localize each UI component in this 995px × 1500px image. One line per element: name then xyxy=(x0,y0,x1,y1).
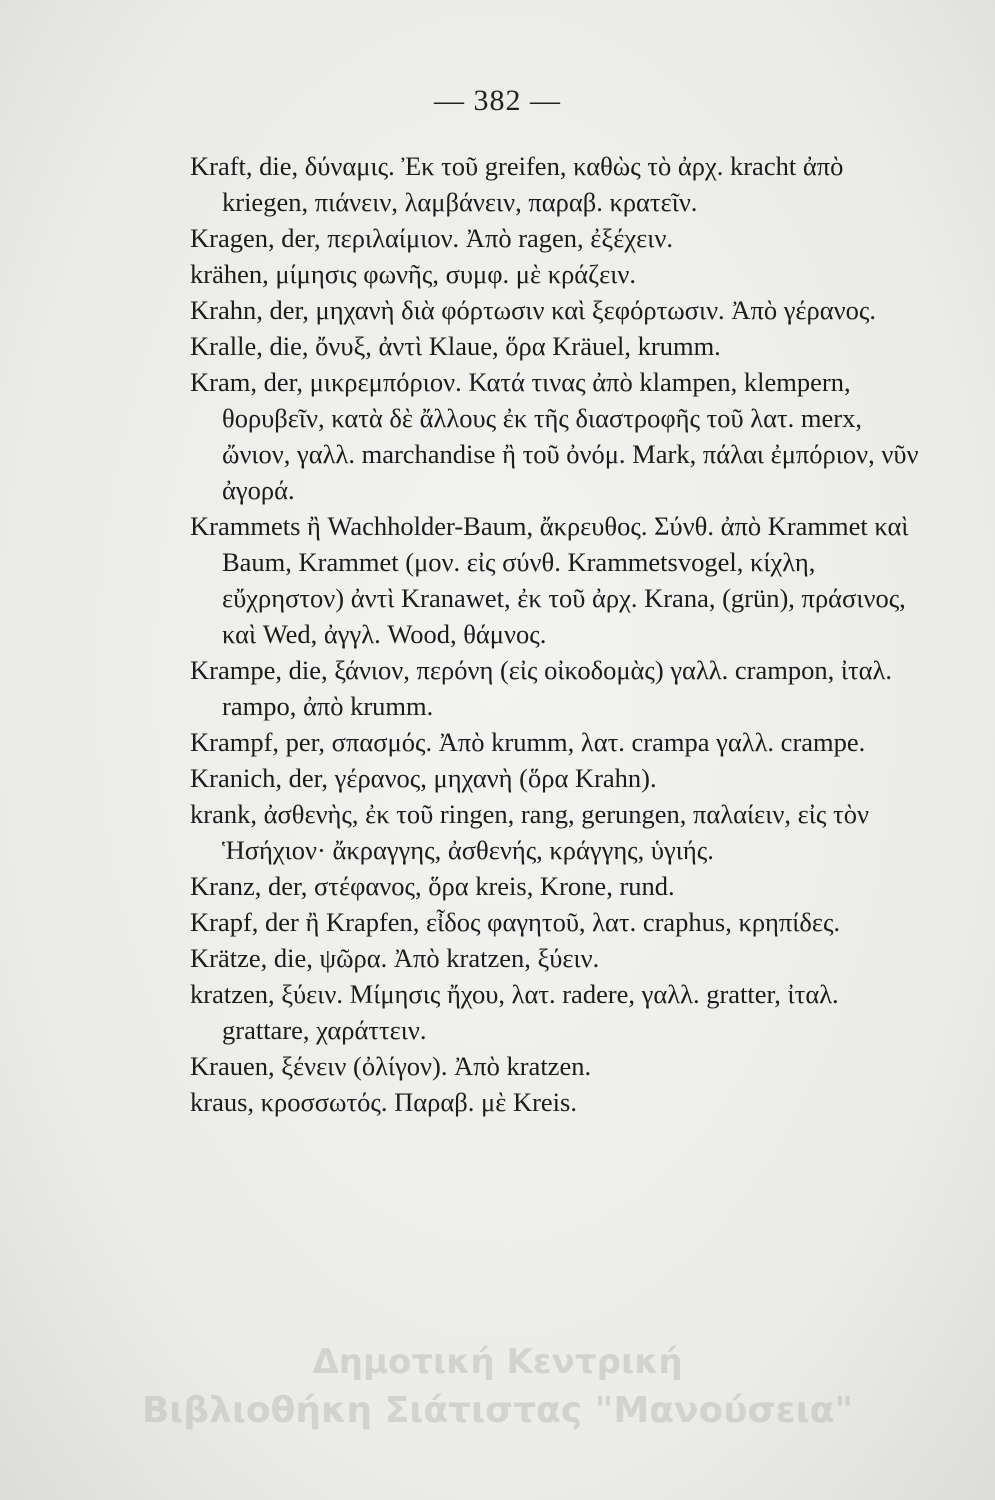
entry-kratzen: kratzen, ξύειν. Μίμησις ἤχου, λατ. radere, γαλλ. gratter, ἰταλ. grattare, χαράττειν. xyxy=(190,979,839,1045)
entry-krank: krank, ἀσθενὴς, ἐκ τοῦ ringen, rang, gerungen, παλαίειν, εἰς τὸν Ἡσήχιον· ἄκραγγης, ἀσθενής, κράγγης, ὑγιής. xyxy=(190,799,869,865)
entry-kraehen: krähen, μίμησις φωνῆς, συμφ. μὲ κράζειν. xyxy=(190,259,637,289)
entry-krammets: Krammets ἢ Wachholder-Baum, ἄκρευθος. Σύνθ. ἀπὸ Krammet καὶ Baum, Krammet (μον. εἰς σύνθ. Krammetsvogel, κίχλη, εὔχρηστον) ἀντὶ Kranawet, ἐκ τοῦ ἀρχ. Krana, (grün), πράσινος, καὶ Wed, ἀγγλ. Wood, θάμνος. xyxy=(190,511,909,649)
entry-krapf: Krapf, der ἢ Krapfen, εἶδος φαγητοῦ, λατ. craphus, κρηπίδες. xyxy=(190,907,841,937)
entry-kranich: Kranich, der, γέρανος, μηχανὴ (ὅρα Krahn). xyxy=(190,763,657,793)
page-number: — 382 — xyxy=(434,84,561,117)
entry-krampf: Krampf, per, σπασμός. Ἀπὸ krumm, λατ. crampa γαλλ. crampe. xyxy=(190,727,866,757)
entry-krahn: Krahn, der, μηχανὴ διὰ φόρτωσιν καὶ ξεφόρτωσιν. Ἀπὸ γέρανος. xyxy=(190,295,876,325)
library-watermark-line1: Δημοτική Κεντρική xyxy=(312,1342,683,1382)
entry-list xyxy=(190,148,922,1120)
entry-kraus: kraus, κροσσωτός. Παραβ. μὲ Kreis. xyxy=(190,1087,577,1117)
entry-krampe: Krampe, die, ξάνιον, περόνη (εἰς οἰκοδομὰς) γαλλ. crampon, ἰταλ. rampo, ἀπὸ krumm. xyxy=(190,655,892,721)
entry-kralle: Kralle, die, ὄνυξ, ἀντὶ Klaue, ὅρα Kräuel, krumm. xyxy=(190,331,721,361)
entry-kraetze: Krätze, die, ψῶρα. Ἀπὸ kratzen, ξύειν. xyxy=(190,943,600,973)
entry-kraft: Kraft, die, δύναμις. Ἐκ τοῦ greifen, καθὼς τὸ ἀρχ. kracht ἀπὸ kriegen, πιάνειν, λαμβάνειν, παραβ. κρατεῖν. xyxy=(190,151,844,217)
library-watermark-line2: Βιβλιοθήκη Σιάτιστας "Μανούσεια" xyxy=(141,1390,854,1431)
entry-kram: Kram, der, μικρεμπόριον. Κατά τινας ἀπὸ klampen, klempern, θορυβεῖν, κατὰ δὲ ἄλλους ἐκ τῆς διαστροφῆς τοῦ λατ. merx, ὤνιον, γαλλ. marchandise ἢ τοῦ ὀνόμ. Mark, πάλαι ἐμπόριον, νῦν ἀγορά. xyxy=(190,367,919,505)
entry-krauen: Krauen, ξένειν (ὀλίγον). Ἀπὸ kratzen. xyxy=(190,1051,592,1081)
entry-kragen: Kragen, der, περιλαίμιον. Ἀπὸ ragen, ἐξέχειν. xyxy=(190,223,673,253)
entry-kranz: Kranz, der, στέφανος, ὅρα kreis, Krone, rund. xyxy=(190,871,675,901)
